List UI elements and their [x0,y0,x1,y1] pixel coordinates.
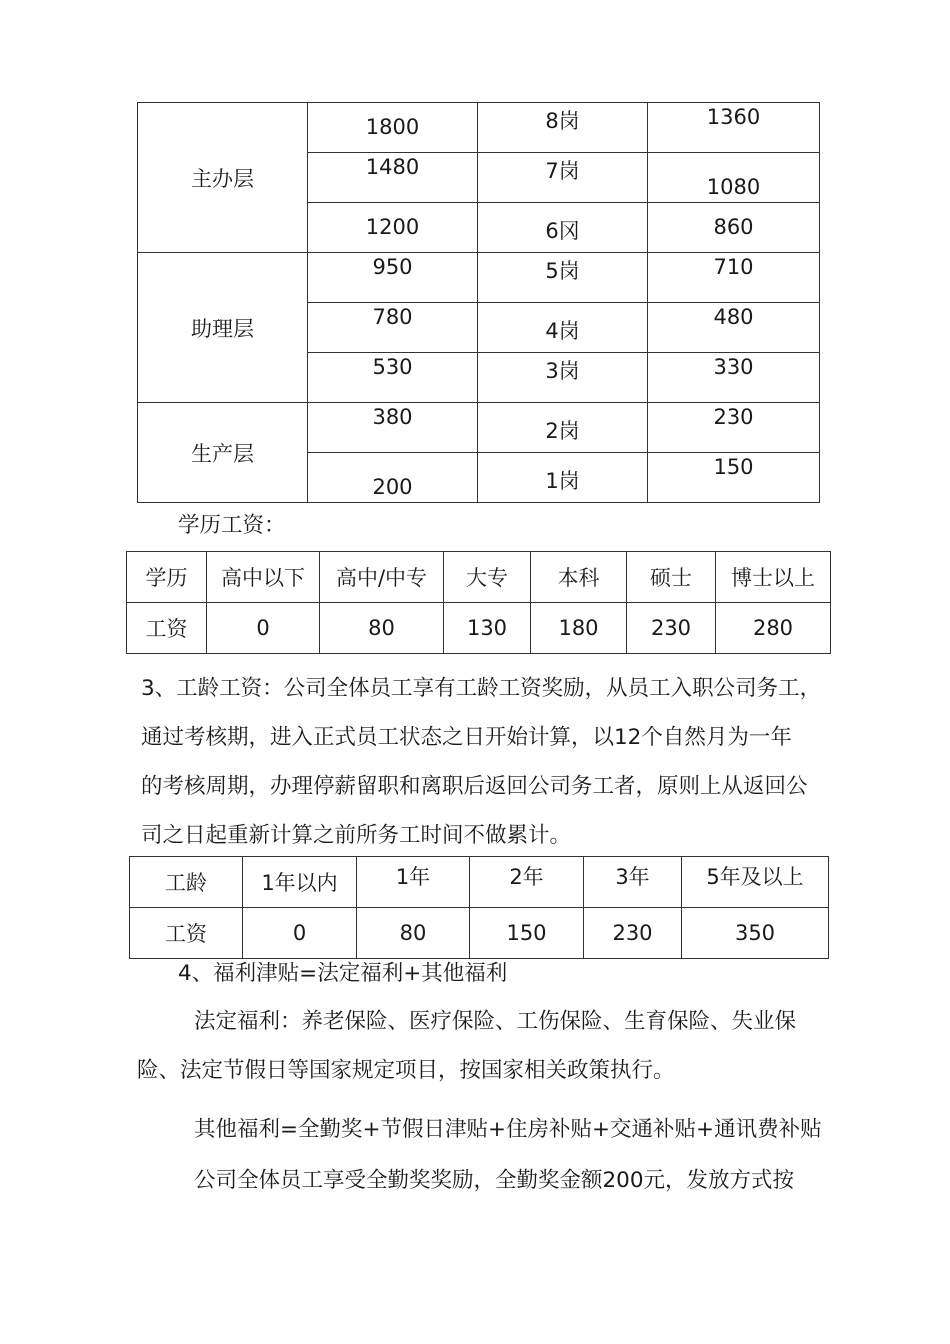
table-cell: 工资 [130,908,243,959]
salary-cell: 200 [308,453,478,503]
header-cell: 1年以内 [243,857,357,908]
salary-cell: 780 [308,303,478,353]
seniority-paragraph-line: 司之日起重新计算之前所务工时间不做累计。 [141,823,572,848]
post-cell: 3岗 [478,353,648,403]
table-cell: 130 [444,603,531,654]
table-cell: 350 [682,908,829,959]
seniority-paragraph-line: 通过考核期，进入正式员工状态之日开始计算，以12个自然月为一年 [141,725,792,750]
education-heading: 学历工资： [178,513,286,538]
header-cell: 硕士 [627,552,716,603]
table-cell: 工资 [127,603,207,654]
education-salary-table [126,551,831,654]
salary-cell: 1480 [308,153,478,203]
allowance-cell: 1080 [648,153,820,203]
salary-cell: 380 [308,403,478,453]
post-cell: 2岗 [478,403,648,453]
attendance-bonus-line: 公司全体员工享受全勤奖奖励，全勤奖金额200元，发放方式按 [194,1168,795,1193]
header-cell: 工龄 [130,857,243,908]
allowance-cell: 150 [648,453,820,503]
grade-salary-table [137,102,820,503]
header-cell: 高中/中专 [320,552,444,603]
allowance-cell: 230 [648,403,820,453]
seniority-paragraph-line: 3、工龄工资：公司全体员工享有工龄工资奖励，从员工入职公司务工， [141,676,822,701]
header-cell: 5年及以上 [682,857,829,908]
salary-cell: 1800 [308,103,478,153]
post-cell: 8岗 [478,103,648,153]
header-cell: 高中以下 [207,552,320,603]
seniority-salary-table [129,856,829,959]
header-cell: 大专 [444,552,531,603]
table-cell: 0 [243,908,357,959]
table-row [138,403,820,453]
table-cell: 230 [584,908,682,959]
other-welfare-line: 其他福利=全勤奖+节假日津贴+住房补贴+交通补贴+通讯费补贴 [194,1117,822,1142]
header-cell: 本科 [531,552,627,603]
group-label: 助理层 [138,253,308,403]
allowance-cell: 710 [648,253,820,303]
seniority-paragraph-line: 的考核周期，办理停薪留职和离职后返回公司务工者，原则上从返回公 [141,774,808,799]
welfare-heading: 4、福利津贴=法定福利+其他福利 [178,961,508,986]
group-label: 生产层 [138,403,308,503]
table-cell: 280 [716,603,831,654]
post-cell: 6冈 [478,203,648,253]
header-cell: 博士以上 [716,552,831,603]
post-cell: 5岗 [478,253,648,303]
table-row [130,857,829,908]
table-cell: 80 [357,908,470,959]
group-label: 主办层 [138,103,308,253]
table-cell: 0 [207,603,320,654]
allowance-cell: 480 [648,303,820,353]
table-row [138,253,820,303]
post-cell: 4岗 [478,303,648,353]
table-cell: 230 [627,603,716,654]
allowance-cell: 1360 [648,103,820,153]
allowance-cell: 330 [648,353,820,403]
salary-cell: 950 [308,253,478,303]
table-row [127,552,831,603]
legal-welfare-line: 险、法定节假日等国家规定项目，按国家相关政策执行。 [137,1058,675,1083]
table-row [138,103,820,153]
table-cell: 180 [531,603,627,654]
salary-cell: 1200 [308,203,478,253]
post-cell: 1岗 [478,453,648,503]
header-cell: 学历 [127,552,207,603]
salary-cell: 530 [308,353,478,403]
post-cell: 7岗 [478,153,648,203]
header-cell: 3年 [584,857,682,908]
header-cell: 1年 [357,857,470,908]
legal-welfare-line: 法定福利：养老保险、医疗保险、工伤保险、生育保险、失业保 [194,1009,797,1034]
header-cell: 2年 [470,857,584,908]
table-cell: 150 [470,908,584,959]
table-cell: 80 [320,603,444,654]
table-row [127,603,831,654]
allowance-cell: 860 [648,203,820,253]
